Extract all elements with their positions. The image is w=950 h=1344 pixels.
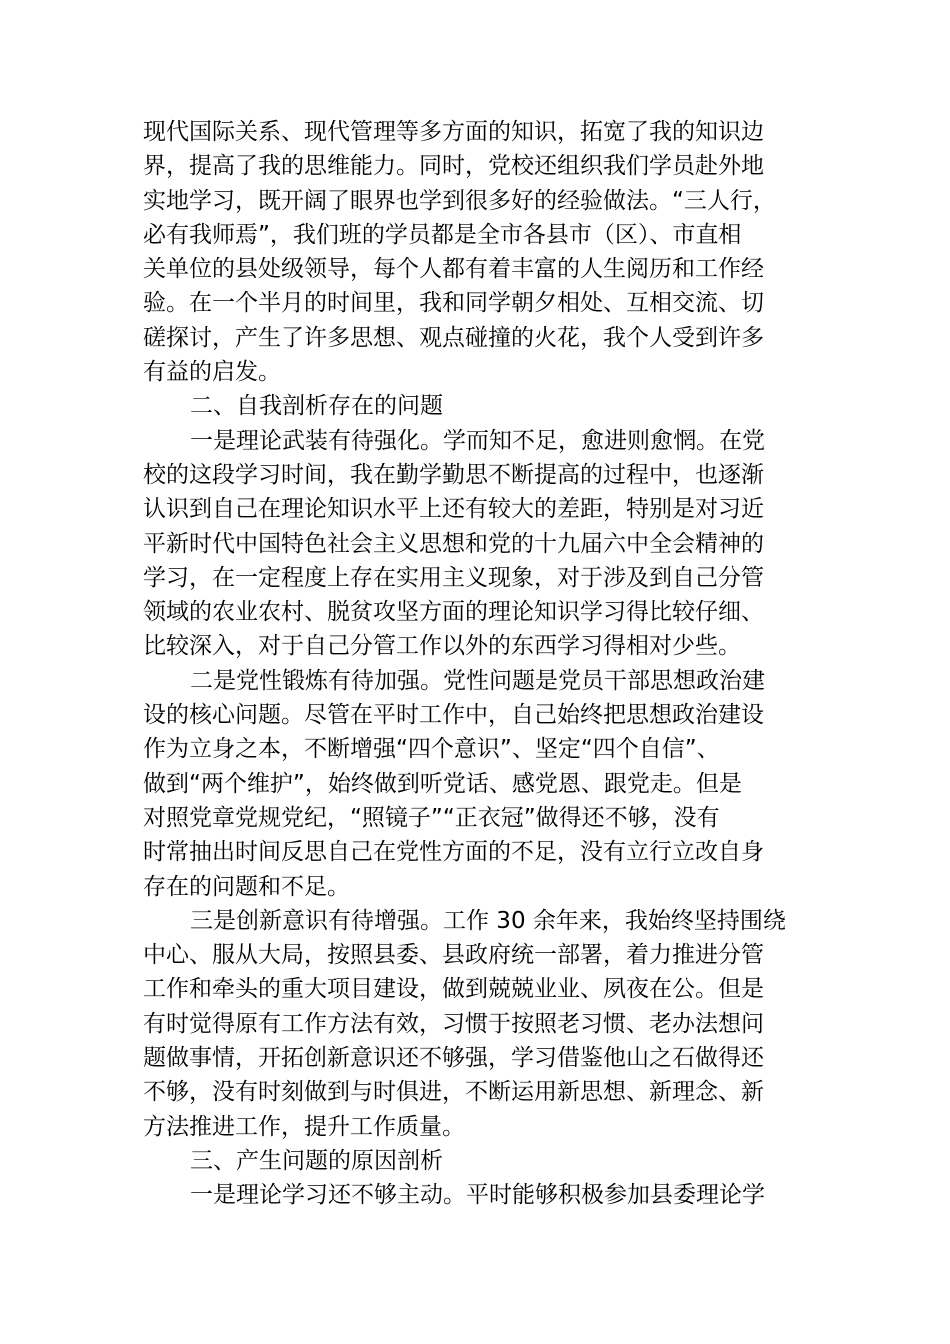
text-line: 方法推进工作，提升工作质量。 xyxy=(143,1113,465,1140)
paragraph-start-line: 二是党性锻炼有待加强。党性问题是党员干部思想政治建 xyxy=(190,667,765,694)
text-line: 题做事情，开拓创新意识还不够强，学习借鉴他山之石做得还 xyxy=(143,1045,764,1072)
paragraph-start-line: 一是理论武装有待强化。学而知不足，愈进则愈惘。在党 xyxy=(190,427,765,454)
text-line: 磋探讨，产生了许多思想、观点碰撞的火花，我个人受到许多 xyxy=(143,324,764,351)
text-line: 比较深入，对于自己分管工作以外的东西学习得相对少些。 xyxy=(143,633,741,660)
text-line: 有时觉得原有工作方法有效，习惯于按照老习惯、老办法想问 xyxy=(143,1010,764,1037)
text-line: 界，提高了我的思维能力。同时，党校还组织我们学员赴外地 xyxy=(143,153,764,180)
text-line: 存在的问题和不足。 xyxy=(143,873,350,900)
text-line: 平新时代中国特色社会主义思想和党的十九届六中全会精神的 xyxy=(143,530,764,557)
text-line: 关单位的县处级领导，每个人都有着丰富的人生阅历和工作经 xyxy=(143,256,764,283)
document-body xyxy=(143,115,811,1213)
text-line: 学习，在一定程度上存在实用主义现象，对于涉及到自己分管 xyxy=(143,564,764,591)
text-line: 作为立身之本，不断增强“四个意识”、坚定“四个自信”、 xyxy=(143,736,720,763)
text-line: 实地学习，既开阔了眼界也学到很多好的经验做法。“三人行， xyxy=(143,187,776,214)
text-line: 必有我师焉”，我们班的学员都是全市各县市（区）、市直相 xyxy=(143,221,742,248)
paragraph-start-line: 三是创新意识有待增强。工作 30 余年来，我始终坚持围绕 xyxy=(190,907,786,934)
text-line: 现代国际关系、现代管理等多方面的知识，拓宽了我的知识边 xyxy=(143,119,764,145)
text-line: 时常抽出时间反思自己在党性方面的不足，没有立行立改自身 xyxy=(143,839,764,866)
text-line: 校的这段学习时间，我在勤学勤思不断提高的过程中，也逐渐 xyxy=(143,461,764,488)
text-line: 设的核心问题。尽管在平时工作中，自己始终把思想政治建设 xyxy=(143,702,764,729)
text-line: 中心、服从大局，按照县委、县政府统一部署，着力推进分管 xyxy=(143,942,764,969)
paragraph-start-line: 二、自我剖析存在的问题 xyxy=(190,393,443,420)
text-line: 领域的农业农村、脱贫攻坚方面的理论知识学习得比较仔细、 xyxy=(143,599,764,626)
text-line: 不够，没有时刻做到与时俱进，不断运用新思想、新理念、新 xyxy=(143,1079,764,1106)
text-line: 验。在一个半月的时间里，我和同学朝夕相处、互相交流、切 xyxy=(143,290,764,317)
text-line: 有益的启发。 xyxy=(143,359,281,386)
paragraph-start-line: 一是理论学习还不够主动。平时能够积极参加县委理论学 xyxy=(190,1182,765,1209)
text-line: 工作和牵头的重大项目建设，做到兢兢业业、夙夜在公。但是 xyxy=(143,976,764,1003)
text-line: 认识到自己在理论知识水平上还有较大的差距，特别是对习近 xyxy=(143,496,764,523)
text-line: 对照党章党规党纪，“照镜子”“正衣冠”做得还不够，没有 xyxy=(143,804,720,831)
text-line: 做到“两个维护”，始终做到听党话、感党恩、跟党走。但是 xyxy=(143,770,742,797)
paragraph-start-line: 三、产生问题的原因剖析 xyxy=(190,1147,443,1174)
